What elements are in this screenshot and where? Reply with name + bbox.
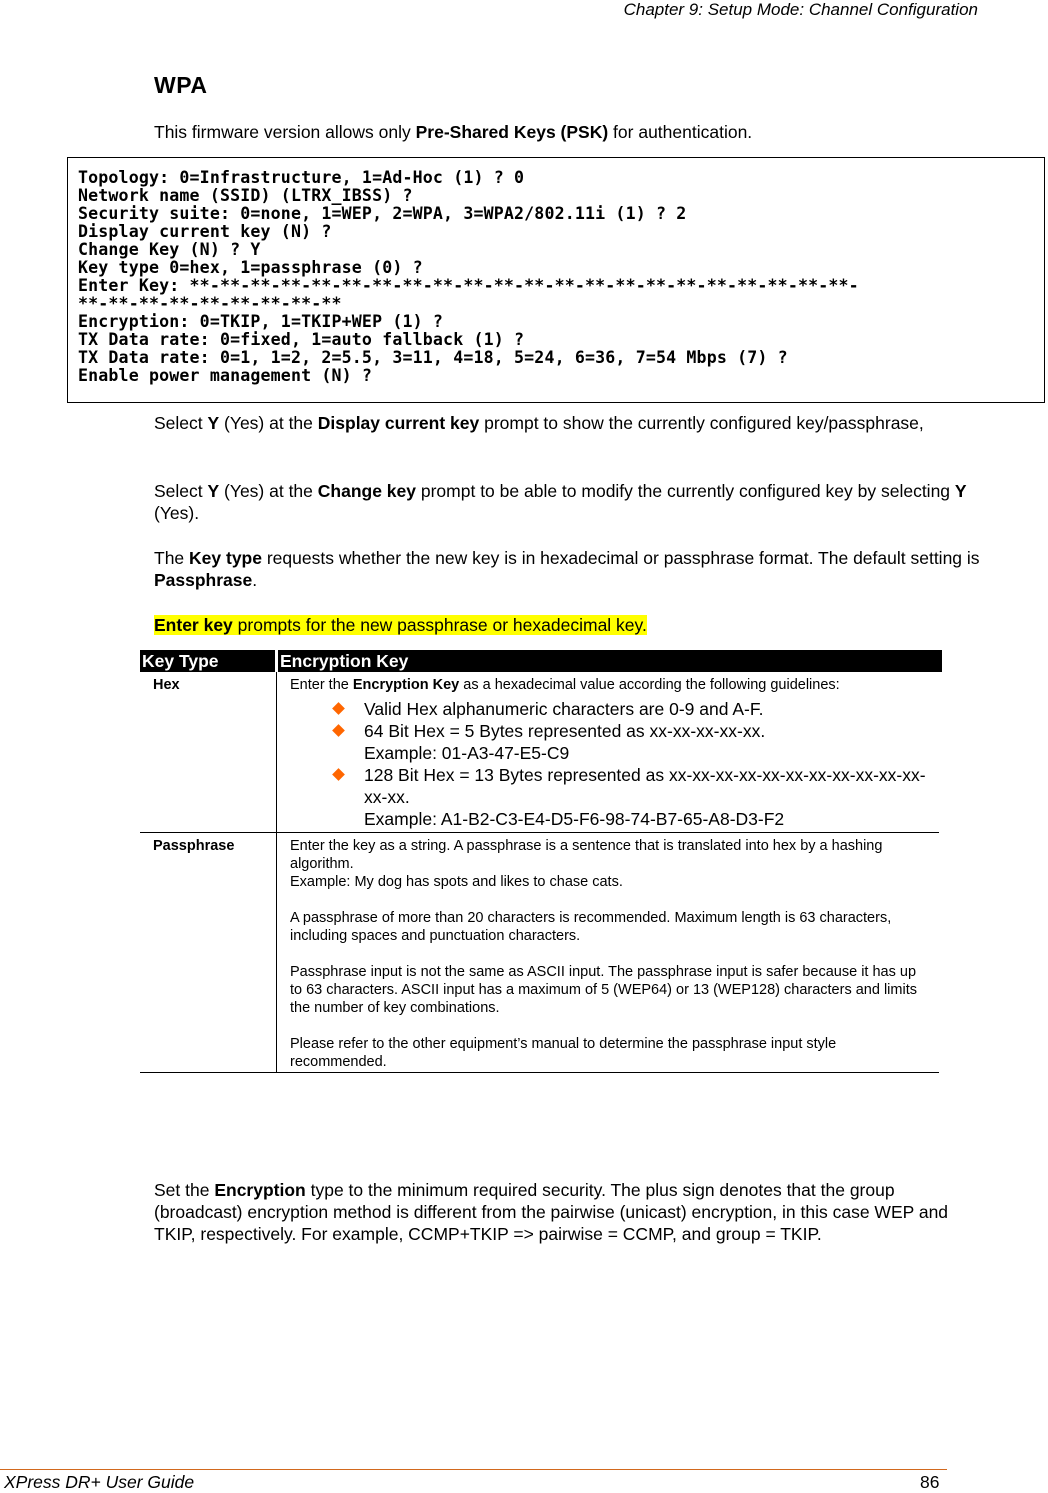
table-header-row	[140, 650, 939, 672]
passphrase-text: Please refer to the other equipment’s manual to determine the passphrase input style recommended.	[290, 1036, 837, 1070]
list-item: 64 Bit Hex = 5 Bytes represented as xx-xx-xx-xx-xx. Example: 01-A3-47-E5-C9	[334, 720, 931, 764]
hex-guidelines-list	[290, 698, 931, 830]
diamond-bullet-icon	[332, 702, 345, 715]
terminal-line: Key type 0=hex, 1=passphrase (0) ?	[78, 258, 423, 277]
terminal-line: TX Data rate: 0=fixed, 1=auto fallback (1) ?	[78, 330, 525, 349]
terminal-line: Encryption: 0=TKIP, 1=TKIP+WEP (1) ?	[78, 312, 444, 331]
display-key-paragraph: Select Y (Yes) at the Display current key prompt to show the currently configured key/passphrase,	[154, 413, 924, 433]
list-item: 128 Bit Hex = 13 Bytes represented as xx-xx-xx-xx-xx-xx-xx-xx-xx-xx-xx-xx-xx. Example: A1-B2-C3-E4-D5-F6-98-74-B7-65-A8-D3-F2	[334, 764, 931, 830]
terminal-line: Enter Key: **-**-**-**-**-**-**-**-**-**-**-**-**-**-**-**-**-**-**-**-**-**-	[78, 276, 859, 295]
table-row	[140, 833, 939, 1073]
terminal-line: Display current key (N) ?	[78, 222, 332, 241]
terminal-line: Change Key (N) ? Y	[78, 240, 261, 259]
change-key-paragraph: Select Y (Yes) at the Change key prompt to be able to modify the currently configured key by selecting Y (Yes).	[154, 481, 967, 523]
terminal-line: Network name (SSID) (LTRX_IBSS) ?	[78, 186, 413, 205]
terminal-line: **-**-**-**-**-**-**-**-**	[78, 294, 342, 313]
intro-paragraph: This firmware version allows only Pre-Shared Keys (PSK) for authentication.	[154, 122, 753, 142]
footer-divider	[0, 1469, 947, 1470]
terminal-line: Enable power management (N) ?	[78, 366, 373, 385]
key-type-cell: Hex	[140, 672, 277, 833]
table-row	[140, 672, 939, 833]
encryption-key-cell: Enter the Encryption Key as a hexadecimal value according the following guidelines: Valid Hex alphanumeric characters are 0-9 and A-F. 64 Bit Hex = 5 Bytes represented as xx-xx-xx-xx-xx. Example: 01-A3-47-E5-C9 128 Bit Hex = 13 Bytes represented as xx-xx-xx-xx-xx-xx-xx-xx-xx-xx-xx-xx-xx. Example: A1-B2-C3-E4-D5-F6-98-74-B7-65-A8-D3-F2	[277, 672, 940, 833]
encryption-key-cell	[277, 833, 940, 1073]
column-header-encryption-key: Encryption Key	[277, 650, 940, 672]
enter-key-paragraph: Enter key prompts for the new passphrase or hexadecimal key.	[154, 615, 647, 635]
diamond-bullet-icon	[332, 768, 345, 781]
section-title: WPA	[154, 72, 208, 98]
footer-title: XPress DR+ User Guide	[4, 1472, 195, 1492]
diamond-bullet-icon	[332, 724, 345, 737]
terminal-screenshot	[67, 157, 1045, 403]
key-type-cell: Passphrase	[140, 833, 277, 1073]
list-item: Valid Hex alphanumeric characters are 0-9 and A-F.	[334, 698, 931, 720]
terminal-line: Topology: 0=Infrastructure, 1=Ad-Hoc (1) ? 0	[78, 168, 525, 187]
terminal-line: TX Data rate: 0=1, 1=2, 2=5.5, 3=11, 4=18, 5=24, 6=36, 7=54 Mbps (7) ?	[78, 348, 788, 367]
key-type-table	[140, 650, 942, 1073]
passphrase-text: Enter the key as a string. A passphrase is a sentence that is translated into hex by a hashing algorithm.	[290, 838, 883, 872]
encryption-paragraph: Set the Encryption type to the minimum required security. The plus sign denotes that the group (broadcast) encryption method is different from the pairwise (unicast) encryption, in this case WEP and TKIP, respectively. For example, CCMP+TKIP => pairwise = CCMP, and group = TKIP.	[154, 1180, 949, 1244]
column-header-key-type: Key Type	[140, 650, 277, 672]
page-number: 86	[920, 1472, 940, 1492]
key-type-paragraph: The Key type requests whether the new key is in hexadecimal or passphrase format. The default setting is Passphrase.	[154, 548, 980, 590]
passphrase-example: Example: My dog has spots and likes to chase cats.	[290, 874, 623, 890]
terminal-line: Security suite: 0=none, 1=WEP, 2=WPA, 3=WPA2/802.11i (1) ? 2	[78, 204, 687, 223]
passphrase-text: Passphrase input is not the same as ASCII input. The passphrase input is safer because it has up to 63 characters. ASCII input has a maximum of 5 (WEP64) or 13 (WEP128) characters and limits the number of key combinations.	[290, 964, 917, 1016]
passphrase-text: A passphrase of more than 20 characters is recommended. Maximum length is 63 characters, including spaces and punctuation characters.	[290, 910, 892, 944]
chapter-header: Chapter 9: Setup Mode: Channel Configuration	[623, 0, 978, 19]
